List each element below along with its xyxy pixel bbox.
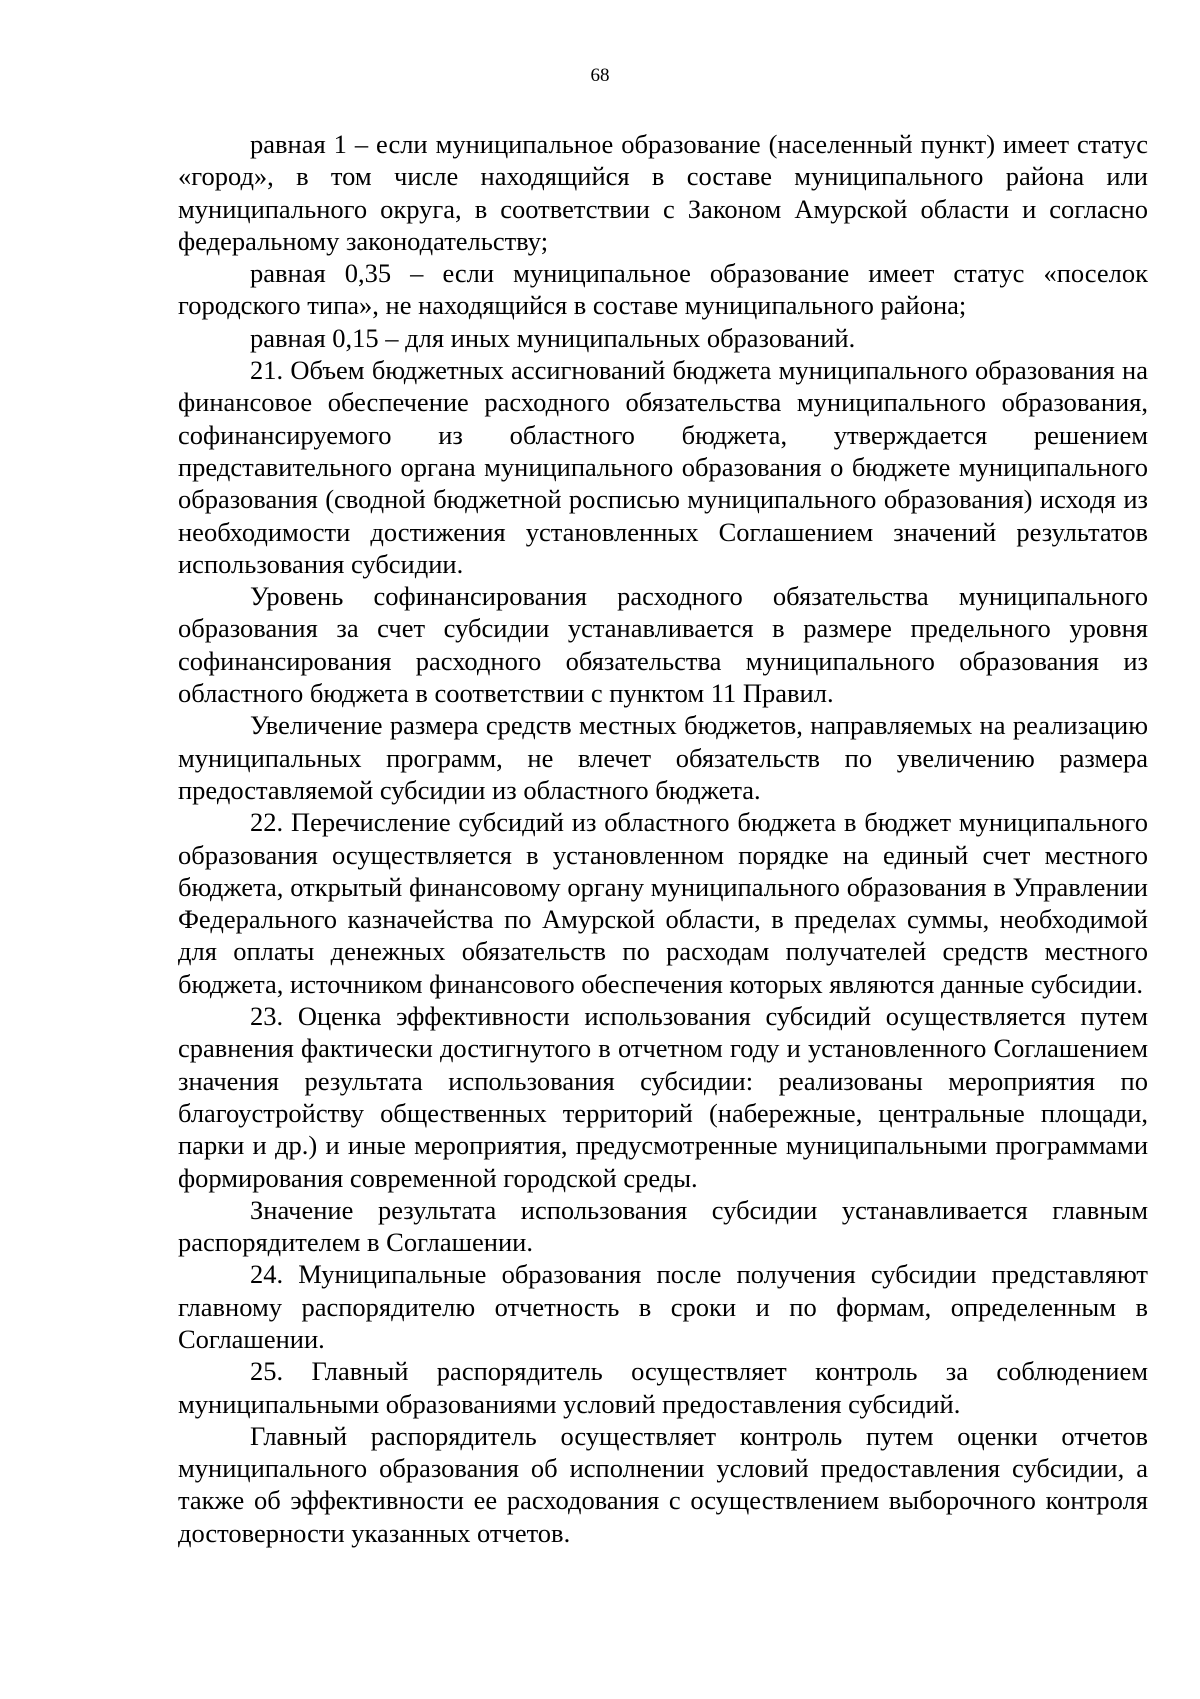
paragraph-control: Главный распорядитель осуществляет контроль путем оценки отчетов муниципального образования об исполнении условий предоставления субсидии, а также об эффективности ее расходования с осуществлением выборочного контроля достоверности указанных отчетов.	[178, 1420, 1148, 1548]
paragraph-coefficient-1: равная 1 – если муниципальное образование (населенный пункт) имеет статус «город», в том числе находящийся в составе муниципального района или муниципального округа, в соответствии с Законом Амурской области и согласно федеральному законодательству;	[178, 129, 1148, 256]
paragraph-clause-23: 23. Оценка эффективности использования субсидий осуществляется путем сравнения фактически достигнутого в отчетном году и установленного Соглашением значения результата использования субсидии: реализованы мероприятия по благоустройству общественных территорий (набережные, центральные площади, парки и др.) и иные мероприятия, предусмотренные муниципальными программами формирования современной городской среды.	[178, 1001, 1148, 1193]
paragraph-budget-increase: Увеличение размера средств местных бюджетов, направляемых на реализацию муниципальных программ, не влечет обязательств по увеличению размера предоставляемой субсидии из областного бюджета.	[178, 710, 1148, 805]
page-number: 68	[590, 65, 610, 86]
paragraph-clause-24: 24. Муниципальные образования после получения субсидии представляют главному распорядителю отчетность в сроки и по формам, определенным в Соглашении.	[178, 1259, 1148, 1354]
paragraph-clause-21: 21. Объем бюджетных ассигнований бюджета муниципального образования на финансовое обеспечение расходного обязательства муниципального образования, софинансируемого из областного бюджета, утверждается решением представительного органа муниципального образования о бюджете муниципального образования (сводной бюджетной росписью муниципального образования) исходя из необходимости достижения установленных Соглашением значений результатов использования субсидии.	[178, 355, 1148, 579]
paragraph-clause-25: 25. Главный распорядитель осуществляет контроль за соблюдением муниципальными образованиями условий предоставления субсидий.	[178, 1356, 1148, 1419]
paragraph-result-value: Значение результата использования субсидии устанавливается главным распорядителем в Соглашении.	[178, 1194, 1148, 1258]
paragraph-coefficient-015: равная 0,15 – для иных муниципальных образований.	[250, 322, 856, 353]
document-body	[178, 128, 1148, 1549]
paragraph-coefficient-035: равная 0,35 – если муниципальное образование имеет статус «поселок городского типа», не находящийся в составе муниципального района;	[178, 258, 1148, 321]
paragraph-cofinancing-level: Уровень софинансирования расходного обязательства муниципального образования за счет субсидии устанавливается в размере предельного уровня софинансирования расходного обязательства муниципального образования из областного бюджета в соответствии с пунктом 11 Правил.	[178, 581, 1148, 709]
paragraph-clause-22: 22. Перечисление субсидий из областного бюджета в бюджет муниципального образования осуществляется в установленном порядке на единый счет местного бюджета, открытый финансовому органу муниципального образования в Управлении Федерального казначейства по Амурской области, в пределах суммы, необходимой для оплаты денежных обязательств по расходам получателей средств местного бюджета, источником финансового обеспечения которых являются данные субсидии.	[178, 807, 1148, 999]
